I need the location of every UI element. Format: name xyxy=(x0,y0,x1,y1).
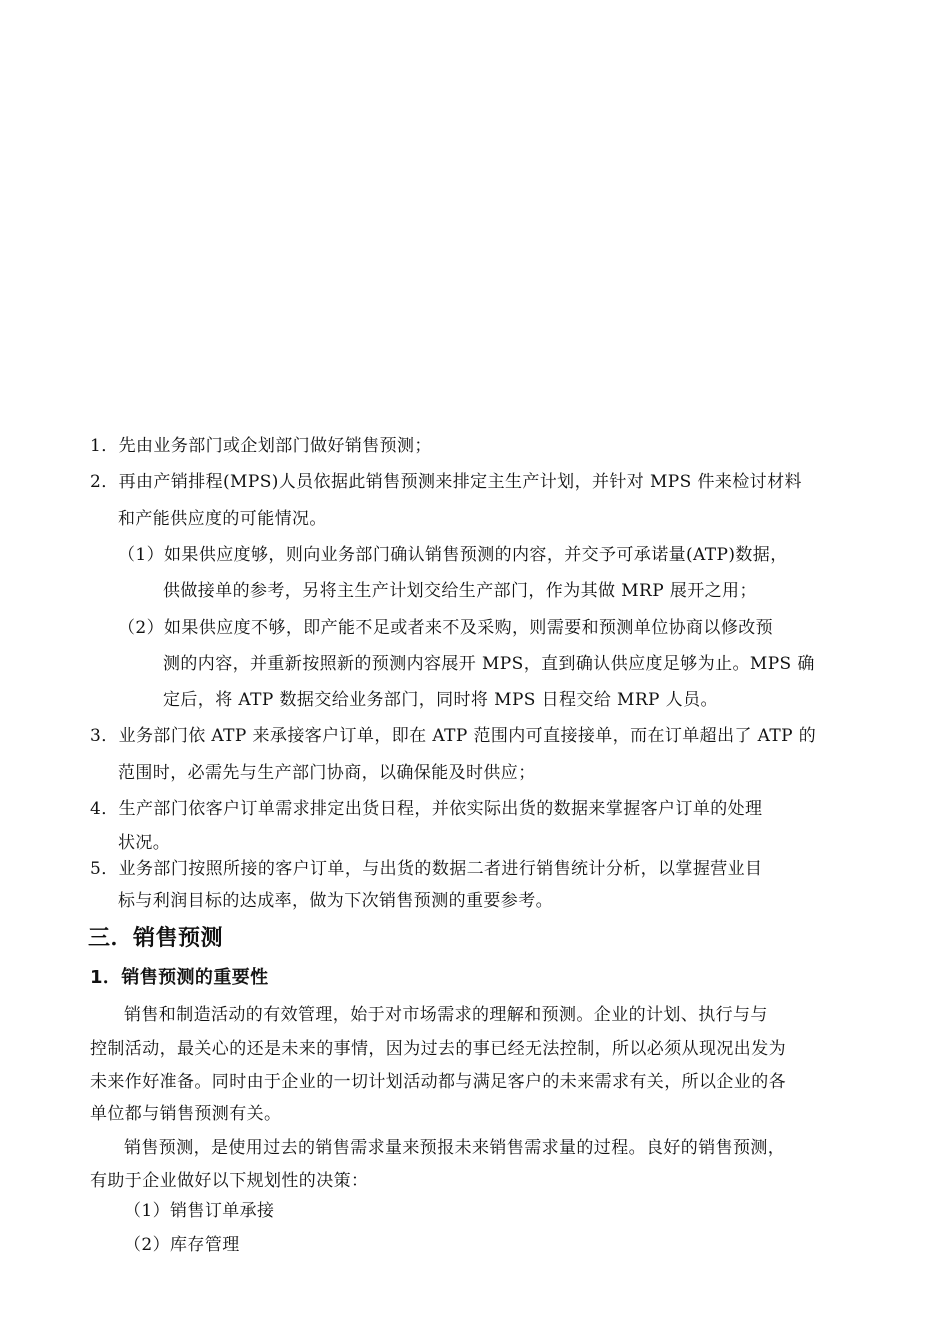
list-item-step-4-cont: 状况。 xyxy=(118,833,171,853)
paragraph-1-line-3: 未来作好准备。同时由于企业的一切计划活动都与满足客户的未来需求有关，所以企业的各 xyxy=(90,1072,786,1092)
list-item-step-1: 1．先由业务部门或企划部门做好销售预测； xyxy=(90,436,432,456)
paragraph-1-line-2: 控制活动，最关心的还是未来的事情，因为过去的事已经无法控制，所以必须从现况出发为 xyxy=(90,1039,786,1059)
list-item-step-3: 3．业务部门依 ATP 来承接客户订单，即在 ATP 范围内可直接接单，而在订单超出了 ATP 的 xyxy=(90,726,817,746)
list-item-step-2: 2．再由产销排程(MPS)人员依据此销售预测来排定主生产计划，并针对 MPS 件来检讨材料 xyxy=(90,472,802,492)
list-item-step-5: 5．业务部门按照所接的客户订单，与出货的数据二者进行销售统计分析，以掌握营业目 xyxy=(90,859,763,879)
section-heading: 三．销售预测 xyxy=(88,926,224,951)
list-item-step-3-cont: 范围时，必需先与生产部门协商，以确保能及时供应； xyxy=(118,763,536,783)
subsection-heading: 1．销售预测的重要性 xyxy=(90,967,269,988)
paragraph-2-line-2: 有助于企业做好以下规划性的决策： xyxy=(90,1171,369,1191)
decision-item-1: （1）销售订单承接 xyxy=(124,1201,275,1221)
list-item-step-5-cont: 标与利润目标的达成率，做为下次销售预测的重要参考。 xyxy=(118,891,553,911)
paragraph-1-line-1: 销售和制造活动的有效管理，始于对市场需求的理解和预测。企业的计划、执行与与 xyxy=(124,1005,768,1025)
paragraph-2-line-1: 销售预测，是使用过去的销售需求量来预报未来销售需求量的过程。良好的销售预测， xyxy=(124,1138,786,1158)
sub-item-1: （1）如果供应度够，则向业务部门确认销售预测的内容，并交予可承诺量(ATP)数据， xyxy=(118,545,788,565)
paragraph-1-line-4: 单位都与销售预测有关。 xyxy=(90,1104,282,1124)
sub-item-2-cont-2: 定后，将 ATP 数据交给业务部门，同时将 MPS 日程交给 MRP 人员。 xyxy=(163,690,718,710)
list-item-step-2-cont: 和产能供应度的可能情况。 xyxy=(118,509,327,529)
decision-item-2: （2）库存管理 xyxy=(124,1235,240,1255)
sub-item-1-cont: 供做接单的参考，另将主生产计划交给生产部门，作为其做 MRP 展开之用； xyxy=(163,581,757,601)
sub-item-2-cont-1: 测的内容，并重新按照新的预测内容展开 MPS，直到确认供应度足够为止。MPS 确 xyxy=(163,654,815,674)
list-item-step-4: 4．生产部门依客户订单需求排定出货日程，并依实际出货的数据来掌握客户订单的处理 xyxy=(90,799,763,819)
sub-item-2: （2）如果供应度不够，即产能不足或者来不及采购，则需要和预测单位协商以修改预 xyxy=(118,618,774,638)
